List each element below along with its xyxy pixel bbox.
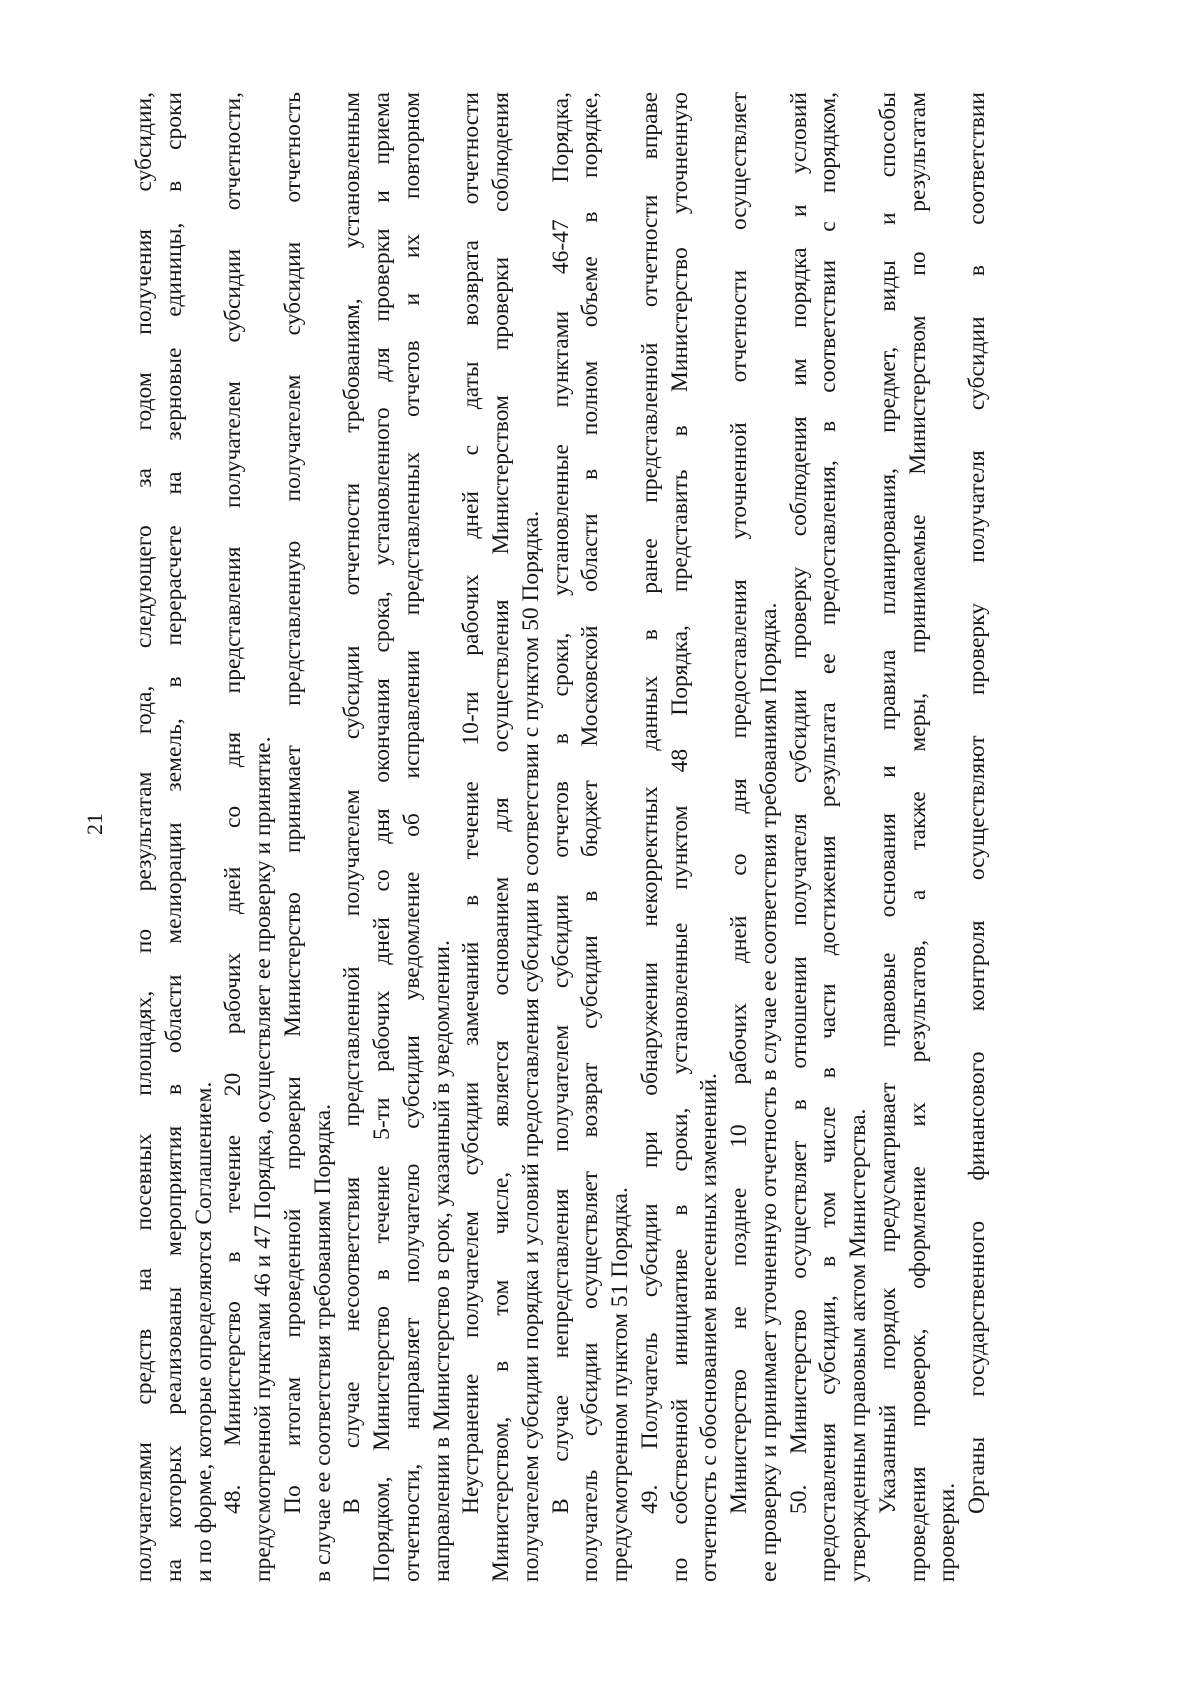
text-line: Органы государственного финансового контроля осуществляют проверку получателя субсидии в соответствии	[964, 92, 990, 1514]
text-line: Министерство не позднее 10 рабочих дней со дня предоставления уточненной отчетности осуществляет	[726, 92, 752, 1514]
text-line: отчетности, направляет получателю субсидии уведомление об исправлении представленных отчетов и их повторном	[398, 92, 425, 1582]
text-line: получателем субсидии порядка и условий предоставления субсидии в соответствии с пунктом 50 Порядка.	[517, 510, 544, 1582]
text-line: Порядком, Министерство в течение 5-ти рабочих дней со дня окончания срока, установленного для проверки и приема	[369, 92, 395, 1582]
text-line: направлении в Министерство в срок, указанный в уведомлении.	[428, 940, 455, 1582]
text-line: 48. Министерство в течение 20 рабочих дней со дня представления получателем субсидии отчетности,	[220, 92, 247, 1514]
text-line: 50. Министерство осуществляет в отношении получателя субсидии проверку соблюдения им порядка и условий	[785, 92, 812, 1514]
text-line: проверки.	[934, 1482, 961, 1582]
text-line: отчетность с обоснованием внесенных изменений.	[696, 1073, 723, 1582]
text-line: получателями средств на посевных площадях, по результатам года, следующего за годом получения субсидии,	[131, 92, 157, 1582]
text-line: ее проверку и принимает уточненную отчетность в случае ее соответствия требованиям Порядка.	[755, 602, 782, 1582]
text-line: проведения проверок, оформление их результатов, а также меры, принимаемые Министерством по результатам	[904, 92, 931, 1582]
text-line: Указанный порядок предусматривает правовые основания и правила планирования, предмет, виды и способы	[874, 92, 901, 1514]
text-line: Неустранение получателем субсидии замечаний в течение 10-ти рабочих дней с даты возврата отчетности	[458, 92, 485, 1514]
page-number: 21	[82, 813, 107, 835]
text-line: на которых реализованы мероприятия в области мелиорации земель, в перерасчете на зерновые единицы, в сроки	[160, 92, 187, 1582]
text-line: предусмотренном пунктом 51 Порядка.	[607, 1187, 633, 1582]
text-line: и по форме, которые определяются Соглашением.	[190, 1081, 217, 1582]
text-line: По итогам проведенной проверки Министерство принимает представленную получателем субсидии отчетность	[279, 92, 306, 1514]
text-line: по собственной инициативе в сроки, установленные пунктом 48 Порядка, представить в Министерство уточненную	[666, 92, 693, 1582]
text-line: В случае непредставления получателем субсидии отчетов в сроки, установленные пунктами 46-47 Порядка,	[547, 92, 574, 1514]
text-line: получатель субсидии осуществляет возврат субсидии в бюджет Московской области в полном объеме в порядке,	[577, 92, 604, 1582]
text-line: 49. Получатель субсидии при обнаружении некорректных данных в ранее представленной отчетности вправе	[636, 92, 663, 1514]
text-line: утвержденным правовым актом Министерства.	[845, 1108, 871, 1582]
text-line: в случае ее соответствия требованиям Порядка.	[309, 1103, 336, 1582]
text-line: предусмотренной пунктами 46 и 47 Порядка, осуществляет ее проверку и принятие.	[250, 736, 276, 1582]
document-body	[130, 92, 993, 1582]
text-line: предоставления субсидии, в том числе в части достижения результата ее предоставления, в соответствии с порядком,	[815, 92, 842, 1582]
text-line: Министерством, в том числе, является основанием для осуществления Министерством проверки соблюдения	[488, 92, 514, 1582]
text-line: В случае несоответствия представленной получателем субсидии отчетности требованиям, установленным	[339, 92, 366, 1514]
